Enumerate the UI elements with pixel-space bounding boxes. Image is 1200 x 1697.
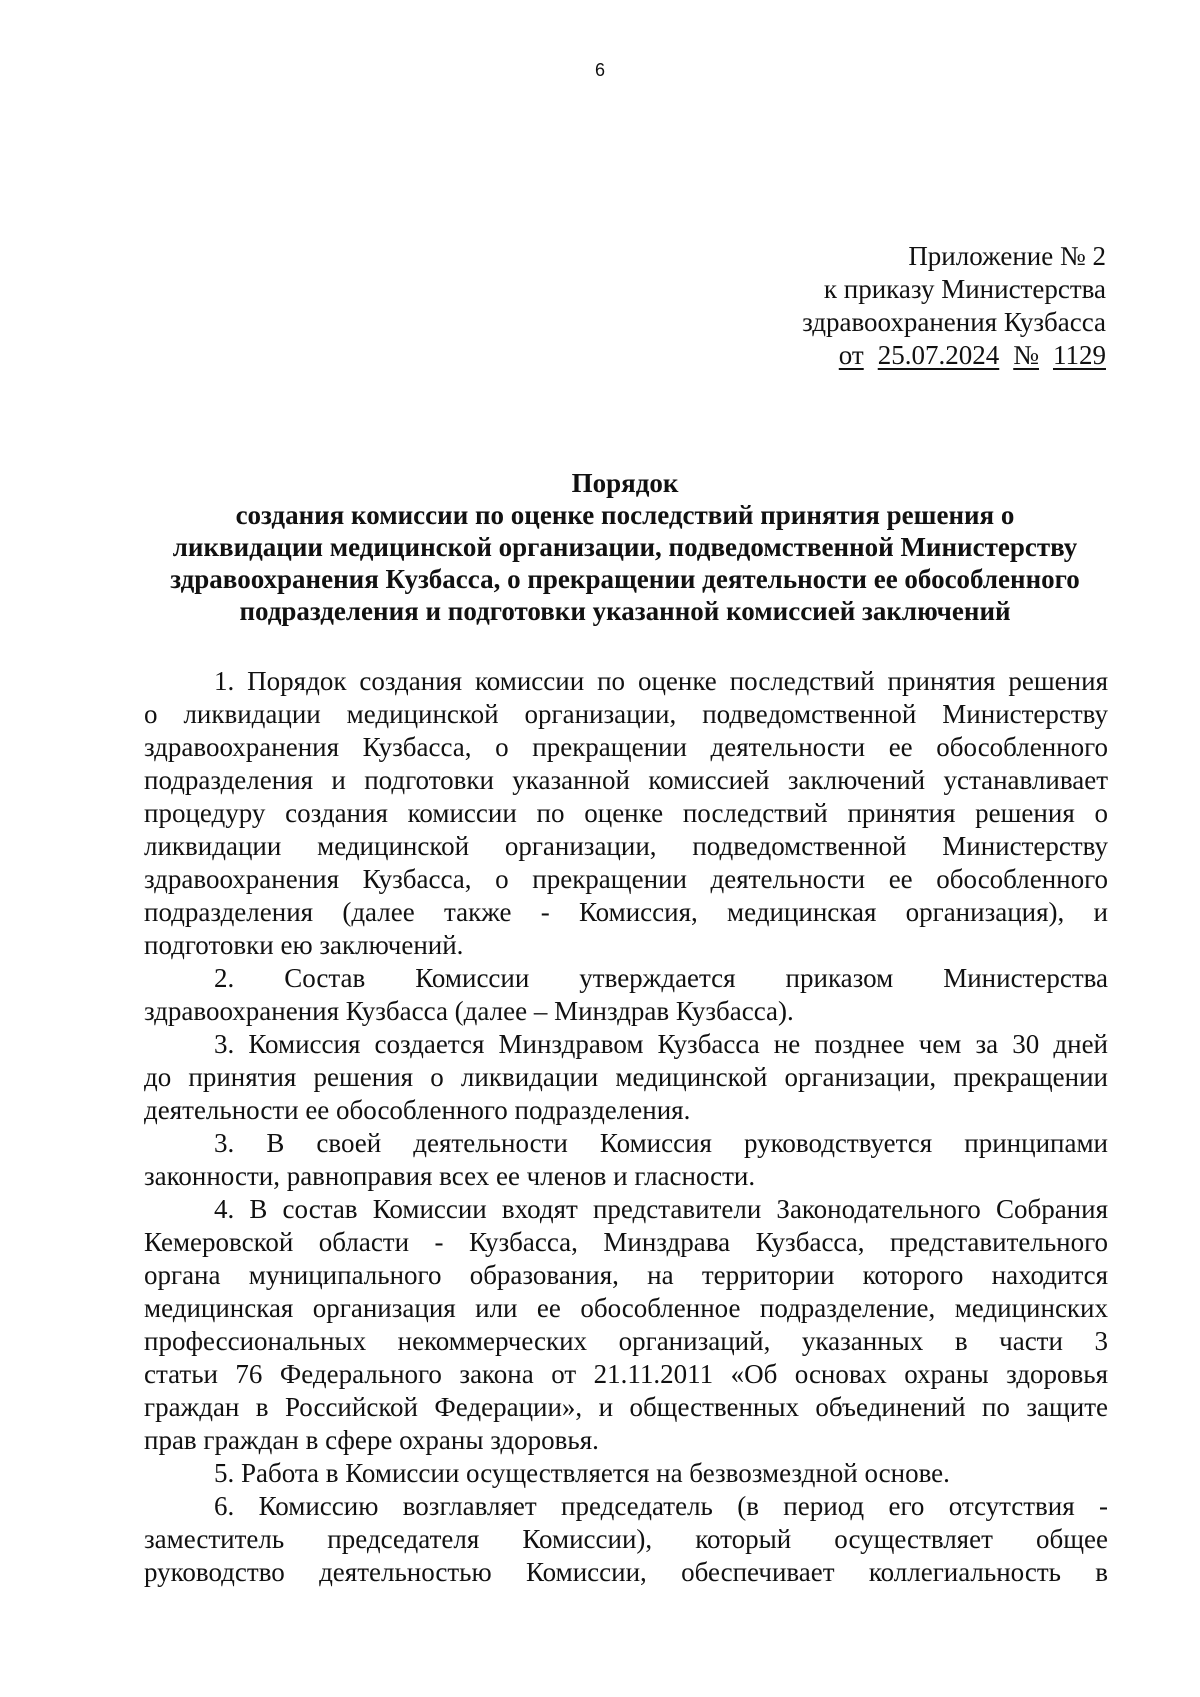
text-line: подразделения (далее также - Комиссия, медицинская организация), и (144, 897, 1108, 927)
text-line: граждан в Российской Федерации», и общественных объединений по защите (144, 1392, 1108, 1422)
title-line: создания комиссии по оценке последствий принятия решения о (235, 500, 1015, 530)
title-line: подразделения и подготовки указанной комиссией заключений (239, 596, 1011, 626)
text-line: до принятия решения о ликвидации медицинской организации, прекращении (144, 1062, 1108, 1092)
order-date-prefix: от (838, 340, 864, 370)
order-date-number (802, 339, 1106, 372)
document-title (140, 467, 1110, 627)
text-line: ликвидации медицинской организации, подведомственной Министерству (144, 831, 1108, 861)
title-heading: Порядок (571, 468, 679, 498)
text-line: законности, равноправия всех ее членов и гласности. (144, 1161, 756, 1191)
order-number: 1129 (1053, 340, 1106, 370)
appendix-line-1: Приложение № 2 (908, 241, 1106, 271)
text-line: 5. Работа в Комиссии осуществляется на безвозмездной основе. (214, 1458, 950, 1488)
text-line: здравоохранения Кузбасса (далее – Минздрав Кузбасса). (144, 996, 794, 1026)
title-line: ликвидации медицинской организации, подведомственной Министерству (172, 532, 1078, 562)
text-line: профессиональных некоммерческих организаций, указанных в части 3 (144, 1326, 1108, 1356)
text-line: процедуру создания комиссии по оценке последствий принятия решения о (144, 798, 1108, 828)
text-line: деятельности ее обособленного подразделения. (144, 1095, 691, 1125)
paragraph-4 (144, 1193, 1108, 1457)
text-line: 3. В своей деятельности Комиссия руководствуется принципами (214, 1128, 1108, 1158)
page-number: 6 (594, 60, 605, 80)
document-body (144, 665, 1108, 1589)
text-line: подразделения и подготовки указанной комиссией заключений устанавливает (144, 765, 1108, 795)
text-line: заместитель председателя Комиссии), который осуществляет общее (144, 1524, 1108, 1554)
text-line: статьи 76 Федерального закона от 21.11.2011 «Об основах охраны здоровья (144, 1359, 1108, 1389)
text-line: 6. Комиссию возглавляет председатель (в период его отсутствия - (214, 1491, 1108, 1521)
text-line: 2. Состав Комиссии утверждается приказом Министерства (214, 963, 1108, 993)
appendix-line-3: здравоохранения Кузбасса (802, 307, 1106, 337)
text-line: о ликвидации медицинской организации, подведомственной Министерству (144, 699, 1108, 729)
text-line: Кемеровской области - Кузбасса, Минздрава Кузбасса, представительного (144, 1227, 1108, 1257)
paragraph-2 (144, 962, 1108, 1028)
appendix-header (802, 240, 1106, 372)
paragraph-6 (144, 1490, 1108, 1589)
text-line: 4. В состав Комиссии входят представители Законодательного Собрания (214, 1194, 1108, 1224)
title-line: здравоохранения Кузбасса, о прекращении деятельности ее обособленного (170, 564, 1080, 594)
text-line: здравоохранения Кузбасса, о прекращении деятельности ее обособленного (144, 864, 1108, 894)
order-date: 25.07.2024 (877, 340, 1000, 370)
paragraph-3 (144, 1028, 1108, 1127)
text-line: 1. Порядок создания комиссии по оценке последствий принятия решения (214, 666, 1108, 696)
text-line: 3. Комиссия создается Минздравом Кузбасса не позднее чем за 30 дней (214, 1029, 1108, 1059)
paragraph-3b (144, 1127, 1108, 1193)
paragraph-1 (144, 665, 1108, 962)
order-number-sign: № (1013, 340, 1039, 370)
text-line: прав граждан в сфере охраны здоровья. (144, 1425, 599, 1455)
text-line: медицинская организация или ее обособленное подразделение, медицинских (144, 1293, 1108, 1323)
text-line: органа муниципального образования, на территории которого находится (144, 1260, 1108, 1290)
text-line: руководство деятельностью Комиссии, обеспечивает коллегиальность в (144, 1557, 1108, 1587)
paragraph-5 (144, 1457, 1108, 1490)
appendix-line-2: к приказу Министерства (823, 274, 1106, 304)
text-line: подготовки ею заключений. (144, 930, 464, 960)
text-line: здравоохранения Кузбасса, о прекращении деятельности ее обособленного (144, 732, 1108, 762)
